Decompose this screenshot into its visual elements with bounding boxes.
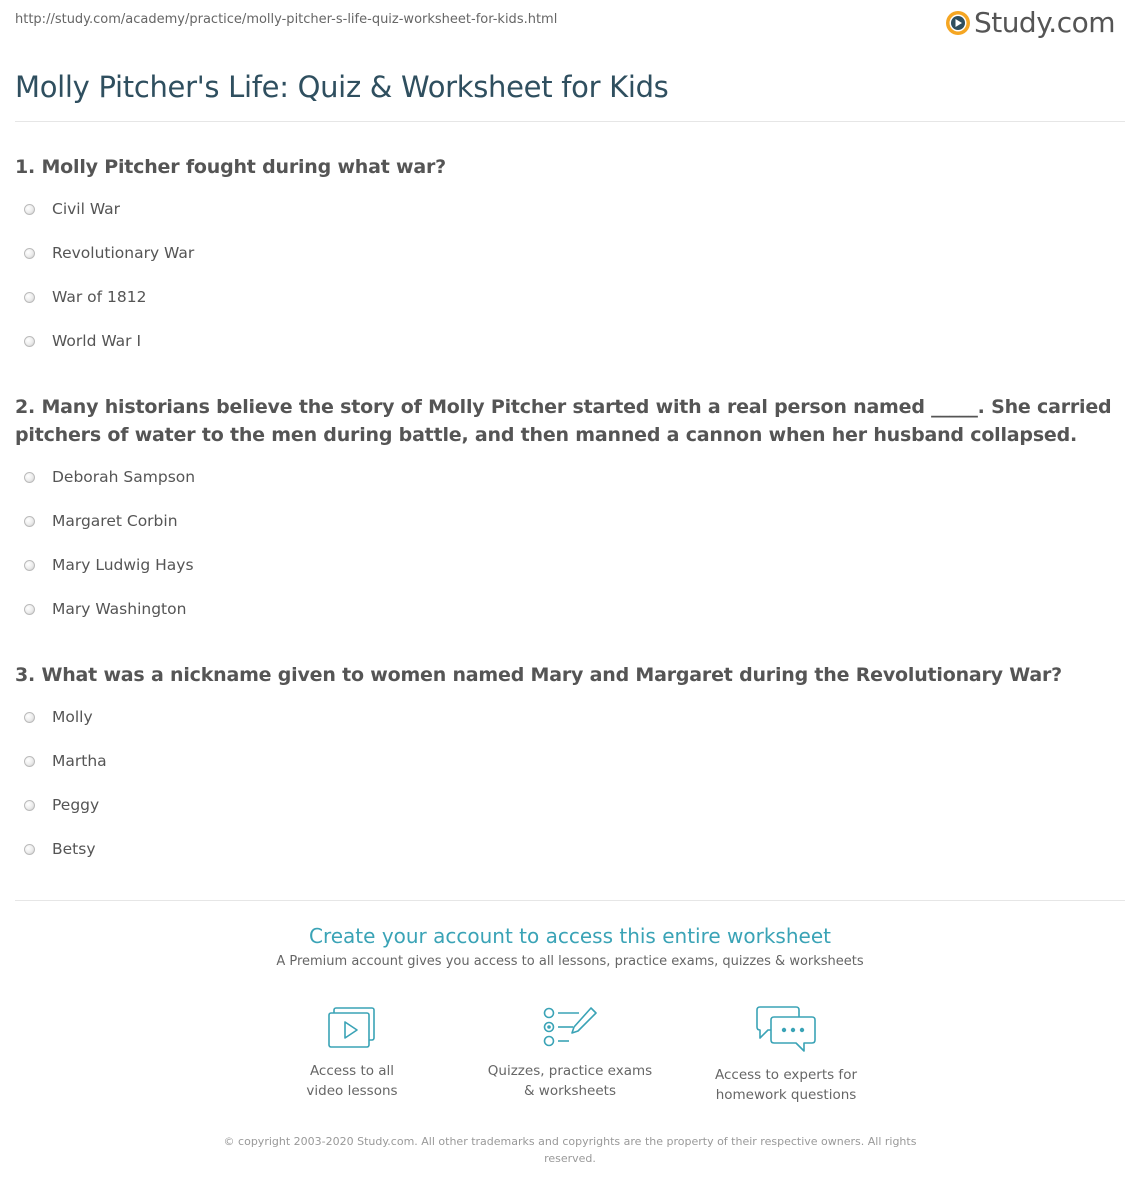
feature-label: Quizzes, practice exams & worksheets [487, 1063, 653, 1099]
answer-label: Martha [52, 752, 107, 770]
answer-options [15, 695, 1125, 871]
answer-option[interactable] [15, 827, 1125, 871]
radio-button[interactable] [24, 800, 35, 811]
cta-subtitle: A Premium account gives you access to all lessons, practice exams, quizzes & worksheets [276, 954, 864, 969]
answer-option[interactable] [15, 739, 1125, 783]
radio-button[interactable] [24, 336, 35, 347]
answer-option[interactable] [15, 783, 1125, 827]
radio-button[interactable] [24, 712, 35, 723]
answer-label: Deborah Sampson [52, 468, 196, 486]
radio-button[interactable] [24, 204, 35, 215]
copyright-footer [0, 1133, 1140, 1167]
signup-cta [0, 924, 1140, 969]
answer-label: Revolutionary War [52, 244, 195, 262]
feature-quizzes [470, 1005, 670, 1101]
copyright-text: © copyright 2003-2020 Study.com. All other trademarks and copyrights are the property of their respective owners. All rights reserved. [223, 1135, 917, 1165]
radio-button[interactable] [24, 560, 35, 571]
question-1 [15, 153, 1125, 363]
feature-video-lessons [252, 1005, 452, 1101]
feature-label: Access to all video lessons [306, 1063, 398, 1099]
feature-experts [686, 1005, 886, 1105]
question-3 [15, 661, 1125, 871]
divider [15, 121, 1125, 122]
answer-option[interactable] [15, 231, 1125, 275]
page-title: Molly Pitcher's Life: Quiz & Worksheet for Kids [15, 70, 669, 104]
radio-button[interactable] [24, 472, 35, 483]
radio-button[interactable] [24, 292, 35, 303]
question-text: 3. What was a nickname given to women named Mary and Margaret during the Revolutionary War? [15, 664, 1062, 686]
answer-label: Peggy [52, 796, 100, 814]
play-logo-icon [945, 10, 971, 36]
answer-option[interactable] [15, 543, 1125, 587]
quiz-checklist-icon [541, 1005, 599, 1051]
page-url: http://study.com/academy/practice/molly-pitcher-s-life-quiz-worksheet-for-kids.html [15, 12, 558, 27]
answer-label: Molly [52, 708, 93, 726]
chat-bubbles-icon [754, 1005, 818, 1055]
answer-options [15, 455, 1125, 631]
question-text: 1. Molly Pitcher fought during what war? [15, 156, 447, 178]
answer-label: Betsy [52, 840, 96, 858]
study-logo[interactable] [945, 6, 1115, 39]
divider [15, 900, 1125, 901]
logo-text: Study.com [973, 6, 1115, 39]
answer-label: Civil War [52, 200, 121, 218]
question-text: 2. Many historians believe the story of Molly Pitcher started with a real person named _____. She carried pitchers of water to the men during battle, and then manned a cannon when her husband collapsed. [15, 396, 1112, 446]
radio-button[interactable] [24, 604, 35, 615]
question-2 [15, 393, 1125, 631]
answer-option[interactable] [15, 187, 1125, 231]
answer-label: Mary Washington [52, 600, 187, 618]
radio-button[interactable] [24, 248, 35, 259]
answer-label: World War I [52, 332, 142, 350]
video-icon [326, 1005, 378, 1051]
radio-button[interactable] [24, 516, 35, 527]
answer-option[interactable] [15, 455, 1125, 499]
answer-options [15, 187, 1125, 363]
cta-title[interactable]: Create your account to access this entire worksheet [309, 924, 831, 948]
answer-option[interactable] [15, 319, 1125, 363]
answer-label: War of 1812 [52, 288, 147, 306]
answer-label: Margaret Corbin [52, 512, 178, 530]
answer-option[interactable] [15, 695, 1125, 739]
radio-button[interactable] [24, 756, 35, 767]
radio-button[interactable] [24, 844, 35, 855]
answer-option[interactable] [15, 499, 1125, 543]
answer-option[interactable] [15, 587, 1125, 631]
answer-label: Mary Ludwig Hays [52, 556, 194, 574]
answer-option[interactable] [15, 275, 1125, 319]
feature-label: Access to experts for homework questions [714, 1067, 857, 1103]
